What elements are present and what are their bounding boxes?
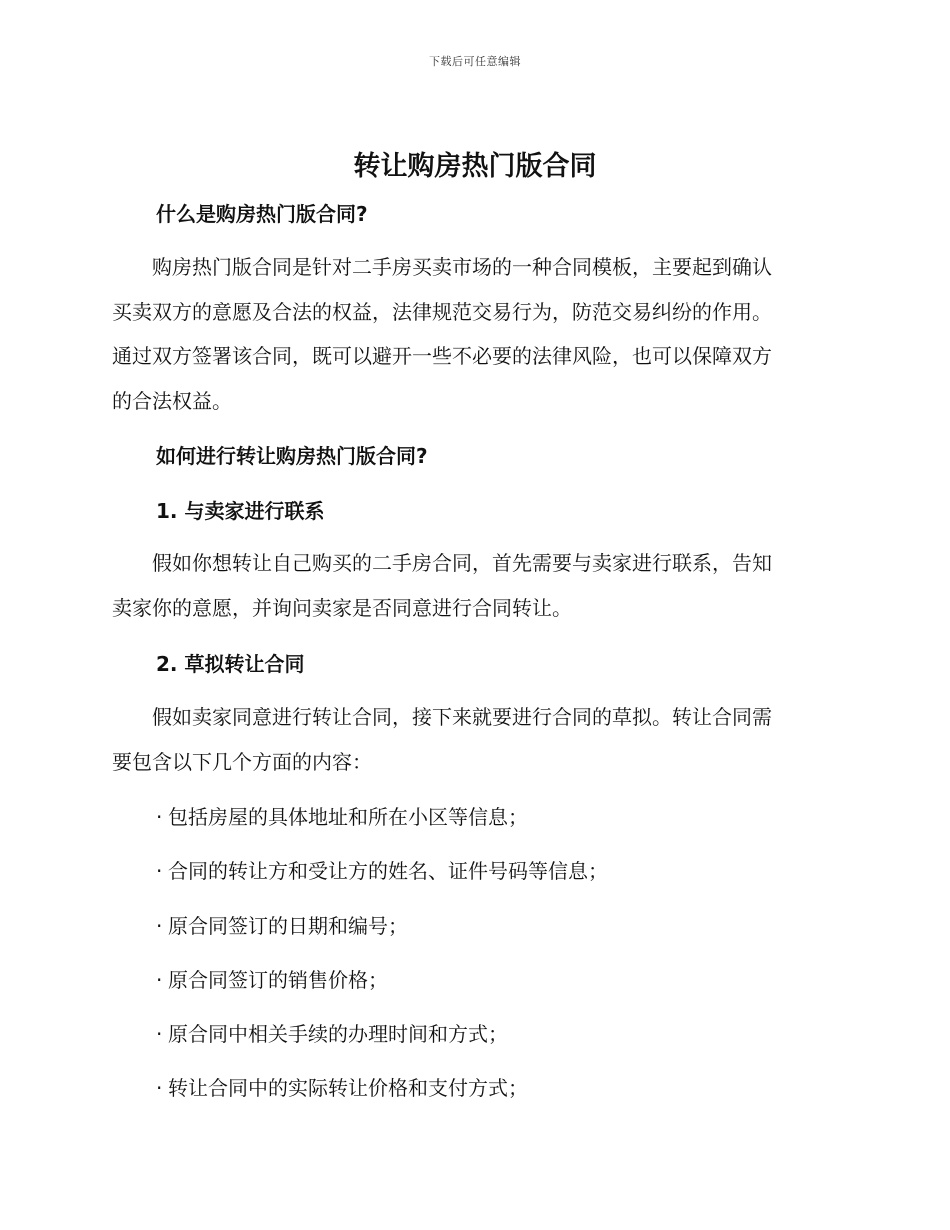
section-heading-what-is: 什么是购房热门版合同? — [156, 202, 368, 226]
bullet-item — [112, 966, 876, 994]
bullet-text: 合同的转让方和受让方的姓名、证件号码等信息； — [168, 859, 608, 883]
bullet-item — [112, 1020, 876, 1048]
paragraph-step2 — [112, 695, 832, 784]
bullet-item — [112, 912, 876, 940]
bullet-dot: · — [156, 1076, 163, 1100]
bullet-item — [112, 857, 876, 885]
bullet-dot: · — [156, 859, 163, 883]
bullet-text: 转让合同中的实际转让价格和支付方式； — [168, 1076, 528, 1100]
header-note: 下载后可任意编辑 — [429, 55, 521, 68]
bullet-dot: · — [156, 914, 163, 938]
paragraph-line: 假如你想转让自己购买的二手房合同，首先需要与卖家进行联系，告知 — [152, 551, 772, 575]
step-heading-contact-seller: 1. 与卖家进行联系 — [156, 499, 325, 523]
bullet-text: 原合同签订的销售价格； — [168, 968, 388, 992]
bullet-text: 包括房屋的具体地址和所在小区等信息； — [168, 805, 528, 829]
section-heading-how-to: 如何进行转让购房热门版合同? — [156, 444, 428, 468]
bullet-text: 原合同签订的日期和编号； — [168, 914, 408, 938]
step-heading-draft-contract: 2. 草拟转让合同 — [156, 652, 305, 676]
bullet-dot: · — [156, 805, 163, 829]
paragraph-intro — [112, 245, 832, 424]
paragraph-line: 买卖双方的意愿及合法的权益，法律规范交易行为，防范交易纠纷的作用。 — [112, 299, 772, 324]
document-title: 转让购房热门版合同 — [353, 151, 597, 182]
bullet-item — [112, 1074, 876, 1102]
bullet-text: 原合同中相关手续的办理时间和方式； — [168, 1022, 508, 1046]
bullet-dot: · — [156, 1022, 163, 1046]
bullet-dot: · — [156, 968, 163, 992]
paragraph-line: 假如卖家同意进行转让合同，接下来就要进行合同的草拟。转让合同需 — [152, 705, 772, 729]
bullet-item — [112, 803, 876, 831]
paragraph-line: 要包含以下几个方面的内容： — [112, 749, 372, 774]
paragraph-line: 卖家你的意愿，并询问卖家是否同意进行合同转让。 — [112, 595, 572, 620]
paragraph-line: 通过双方签署该合同，既可以避开一些不必要的法律风险，也可以保障双方 — [112, 344, 772, 369]
paragraph-line: 购房热门版合同是针对二手房买卖市场的一种合同模板，主要起到确认 — [152, 255, 772, 279]
paragraph-line: 的合法权益。 — [112, 389, 232, 414]
paragraph-step1 — [112, 541, 832, 630]
